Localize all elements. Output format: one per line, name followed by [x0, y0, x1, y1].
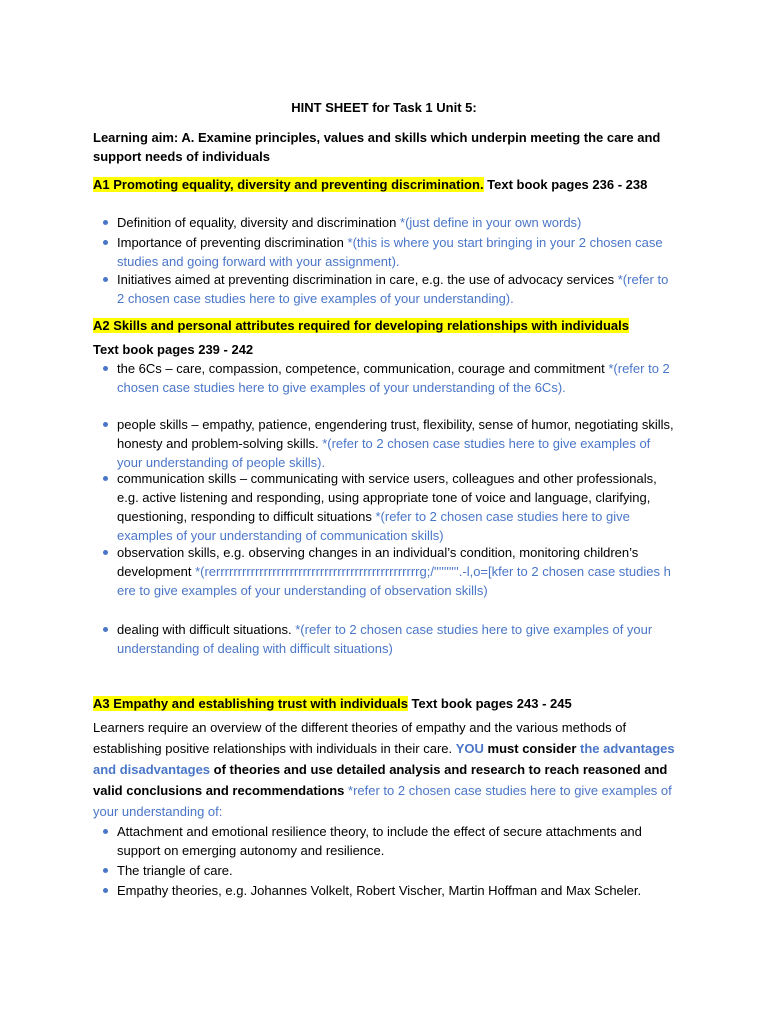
a3-heading: A3 Empathy and establishing trust with individuals [93, 696, 408, 711]
list-item: Definition of equality, diversity and discrimination *(just define in your own words) [117, 215, 582, 230]
bullet-icon [103, 627, 108, 632]
bullet-icon [103, 476, 108, 481]
a2-heading-block [93, 316, 693, 335]
learning-aim: Learning aim: A. Examine principles, values and skills which underpin meeting the care and support needs of individuals [93, 130, 661, 164]
bullet-icon [103, 277, 108, 282]
a3-pages: Text book pages 243 - 245 [407, 696, 572, 711]
bullet-icon [103, 422, 108, 427]
bullet-icon [103, 220, 108, 225]
bullet-icon [103, 240, 108, 245]
a1-heading: A1 Promoting equality, diversity and preventing discrimination. [93, 177, 484, 192]
list-item: The triangle of care. [117, 863, 233, 878]
a1-heading-block [93, 175, 683, 194]
list-item: the 6Cs – care, compassion, competence, communication, courage and commitment *(refer to 2 chosen case studies here to give examples of your understanding of the 6Cs). [117, 361, 670, 395]
list-item: communication skills – communicating with service users, colleagues and other professionals, e.g. active listening and responding, using appropriate tone of voice and language, clarifying, questioning, responding to difficult situations *(refer to 2 chosen case studies here to give examples of your understanding of communication skills) [117, 471, 657, 543]
bullet-icon [103, 868, 108, 873]
a3-intro: Learners require an overview of the different theories of empathy and the various methods of establishing positive relationships with individuals in their care. YOU must consider the advantages and disadvantages of theories and use detailed analysis and research to reach reasoned and valid conclusions and recommendations *refer to 2 chosen case studies here to give examples of your understanding of: [93, 720, 675, 819]
list-item: people skills – empathy, patience, engendering trust, flexibility, sense of humor, negotiating skills, honesty and problem-solving skills. *(refer to 2 chosen case studies here to give examples of your understanding of people skills). [117, 417, 674, 470]
list-item: Importance of preventing discrimination *(this is where you start bringing in your 2 chosen case studies and going forward with your assignment). [117, 235, 663, 269]
bullet-icon [103, 366, 108, 371]
list-item: Attachment and emotional resilience theory, to include the effect of secure attachments and support on emerging autonomy and resilience. [117, 824, 642, 858]
list-item: dealing with difficult situations. *(refer to 2 chosen case studies here to give examples of your understanding of dealing with difficult situations) [117, 622, 653, 656]
a3-heading-block [93, 694, 683, 713]
bullet-icon [103, 888, 108, 893]
bullet-icon [103, 829, 108, 834]
list-item: Initiatives aimed at preventing discrimination in care, e.g. the use of advocacy services *(refer to 2 chosen case studies here to give examples of your understanding). [117, 272, 669, 306]
a2-heading: A2 Skills and personal attributes required for developing relationships with individuals [93, 318, 629, 333]
a2-pages: Text book pages 239 - 242 [93, 342, 254, 357]
list-item: Empathy theories, e.g. Johannes Volkelt, Robert Vischer, Martin Hoffman and Max Scheler. [117, 883, 642, 898]
page-title: HINT SHEET for Task 1 Unit 5: [291, 100, 477, 115]
a1-pages: Text book pages 236 - 238 [483, 177, 648, 192]
bullet-icon [103, 550, 108, 555]
list-item: observation skills, e.g. observing changes in an individual’s condition, monitoring children’s development *(rerrrrrrrrrrrrrrrrrrrrrrrrrrrrrrrrrrrrrrrrrrrrrrrg;/''''''''''.-l,o=[kfer to 2 chosen case studies here to give examples of your understanding of observation skills) [117, 545, 671, 598]
